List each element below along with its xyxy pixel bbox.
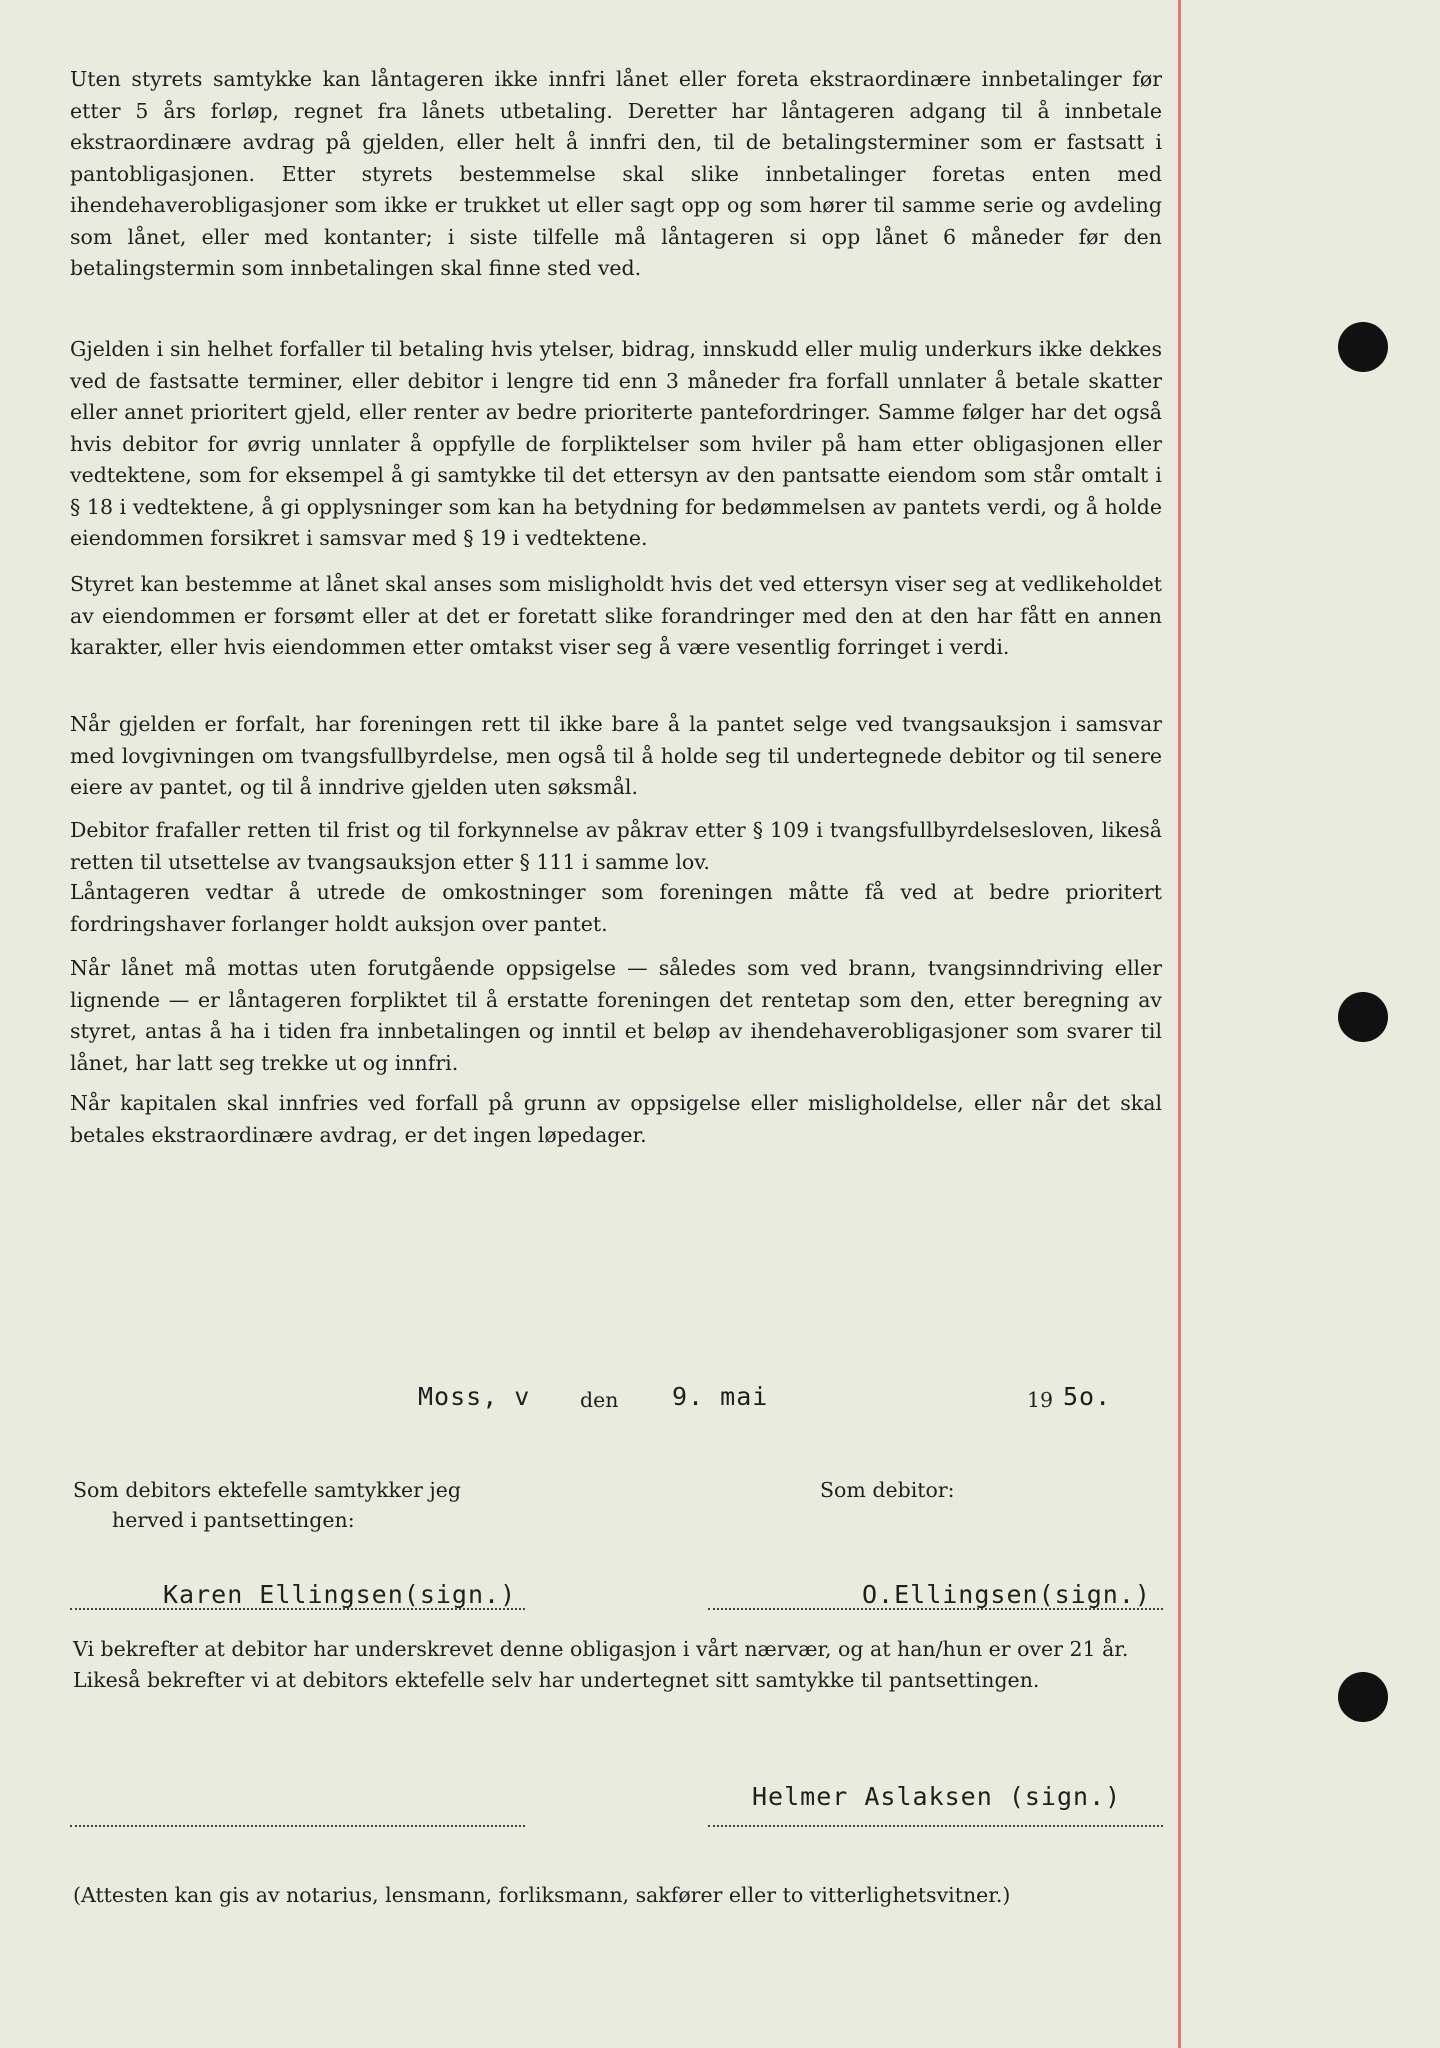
confirmation-line-2: Likeså bekrefter vi at debitors ektefelle selv har undertegnet sitt samtykke til pantsettingen. (73, 1668, 1040, 1692)
spouse-consent-line-1: Som debitors ektefelle samtykker jeg (73, 1478, 461, 1502)
witness-signature-line-left (70, 1825, 525, 1827)
witness-signature: Helmer Aslaksen (sign.) (752, 1782, 1122, 1811)
punch-hole-icon (1338, 322, 1388, 372)
spouse-signature: Karen Ellingsen(sign.) (163, 1580, 517, 1609)
witness-signature-line-right (708, 1825, 1163, 1827)
punch-hole-icon (1338, 1672, 1388, 1722)
debtor-label: Som debitor: (820, 1478, 955, 1502)
den-label: den (580, 1388, 619, 1412)
paragraph-7: Når lånet må mottas uten forutgående oppsigelse — således som ved brann, tvangsinndriving eller lignende — er låntageren forpliktet til å erstatte foreningen det rentetap som den, etter beregning av styret, antas å ha i tiden fra innbetalingen og inntil et beløp av ihendehaverobligasjoner som svarer til lånet, har latt seg trekke ut og innfri. (70, 956, 1162, 1075)
paragraph-4: Når gjelden er forfalt, har foreningen rett til ikke bare å la pantet selge ved tvangsauksjon i samsvar med lovgivningen om tvangsfullbyrdelse, men også til å holde seg til undertegnede debitor og til senere eiere av pantet, og til å inndrive gjelden uten søksmål. (70, 712, 1162, 799)
punch-hole-icon (1338, 992, 1388, 1042)
attest-note: (Attesten kan gis av notarius, lensmann, forliksmann, sakfører eller to vitterlighetsvitner.) (73, 1883, 1011, 1907)
paragraph-1: Uten styrets samtykke kan låntageren ikke innfri lånet eller foreta ekstraordinære innbetalinger før etter 5 års forløp, regnet fra lånets utbetaling. Deretter har låntageren adgang til å innbetale ekstraordinære avdrag på gjelden, eller helt å innfri den, til de betalingsterminer som er fastsatt i pantobligasjonen. Etter styrets bestemmelse skal slike innbetalinger foretas enten med ihendehaverobligasjoner som ikke er trukket ut eller sagt opp og som hører til samme serie og avdeling som lånet, eller med kontanter; i siste tilfelle må låntageren si opp lånet 6 måneder før den betalingstermin som innbetalingen skal finne sted ved. (70, 67, 1162, 280)
confirmation-line-1: Vi bekrefter at debitor har underskrevet denne obligasjon i vårt nærvær, og at han/hun er over 21 år. (73, 1637, 1129, 1661)
paragraph-8: Når kapitalen skal innfries ved forfall på grunn av oppsigelse eller misligholdelse, eller når det skal betales ekstraordinære avdrag, er det ingen løpedager. (70, 1091, 1162, 1147)
debtor-signature: O.Ellingsen(sign.) (862, 1580, 1151, 1609)
paragraph-3: Styret kan bestemme at lånet skal anses som misligholdt hvis det ved ettersyn viser seg at vedlikeholdet av eiendommen er forsømt eller at det er foretatt slike forandringer med den at den har fått en annen karakter, eller hvis eiendommen etter omtakst viser seg å være vesentlig forringet i verdi. (70, 572, 1162, 659)
paragraph-2: Gjelden i sin helhet forfaller til betaling hvis ytelser, bidrag, innskudd eller mulig underkurs ikke dekkes ved de fastsatte terminer, eller debitor i lengre tid enn 3 måneder fra forfall unnlater å betale skatter eller annet prioritert gjeld, eller renter av bedre prioriterte pantefordringer. Samme følger har det også hvis debitor for øvrig unnlater å oppfylle de forpliktelser som hviler på ham etter obligasjonen eller vedtektene, som for eksempel å gi samtykke til det ettersyn av den pantsatte eiendom som står omtalt i § 18 i vedtektene, å gi opplysninger som kan ha betydning for bedømmelsen av pantets verdi, og å holde eiendommen forsikret i samsvar med § 19 i vedtektene. (70, 337, 1162, 550)
paragraph-6: Låntageren vedtar å utrede de omkostninger som foreningen måtte få ved at bedre prioritert fordringshaver forlanger holdt auksjon over pantet. (70, 880, 1162, 936)
year-prefix: 19 (1027, 1388, 1054, 1412)
spouse-consent-line-2: herved i pantsettingen: (112, 1508, 355, 1532)
place-text: Moss, v (418, 1382, 531, 1411)
paragraph-5: Debitor frafaller retten til frist og til forkynnelse av påkrav etter § 109 i tvangsfullbyrdelsesloven, likeså retten til utsettelse av tvangsauksjon etter § 111 i samme lov. (70, 818, 1162, 874)
date-text: 9. mai (672, 1382, 769, 1411)
year-suffix: 5o. (1063, 1382, 1112, 1411)
red-margin-line (1178, 0, 1181, 2048)
